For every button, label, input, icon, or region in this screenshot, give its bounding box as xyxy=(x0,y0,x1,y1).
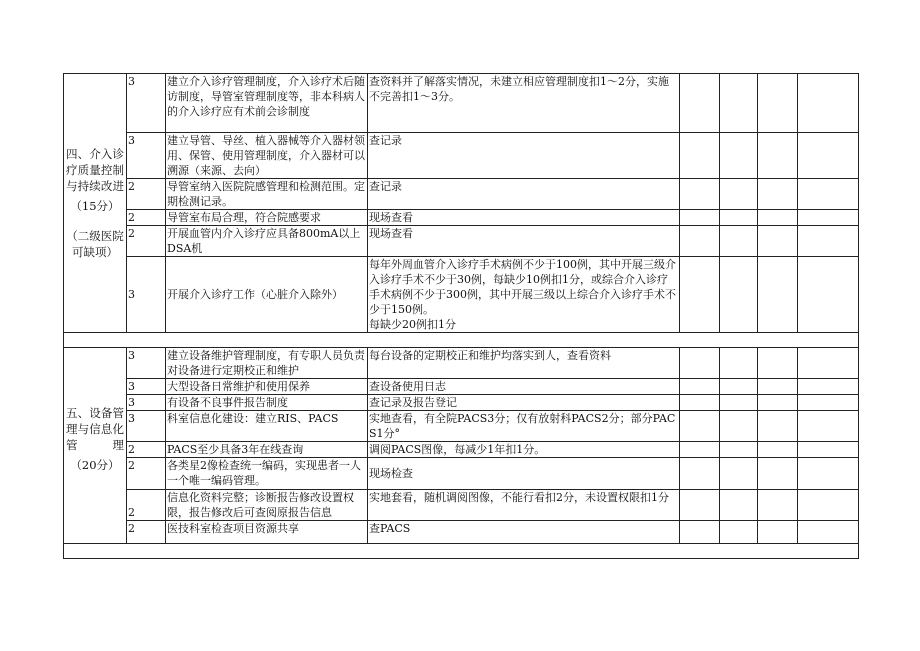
blank-cell xyxy=(720,442,758,458)
blank-cell xyxy=(680,411,720,442)
blank-cell xyxy=(758,210,798,226)
score-cell: 2 xyxy=(127,210,166,226)
score-cell: 2 xyxy=(127,521,166,544)
method-cell: 查记录 xyxy=(368,133,680,179)
method-cell: 实地查看，有全院PACS3分；仅有放射科PACS2分；部分PACS1分° xyxy=(368,411,680,442)
blank-cell xyxy=(798,348,859,379)
table-row xyxy=(64,490,859,521)
content-cell: PACS至少具备3年在线查询 xyxy=(166,442,368,458)
blank-cell xyxy=(680,179,720,210)
blank-cell xyxy=(758,226,798,257)
blank-cell xyxy=(758,179,798,210)
blank-cell xyxy=(720,210,758,226)
blank-cell xyxy=(680,379,720,395)
blank-cell xyxy=(720,521,758,544)
blank-cell xyxy=(798,395,859,411)
separator-row xyxy=(64,333,859,348)
blank-cell xyxy=(758,379,798,395)
blank-cell xyxy=(680,257,720,333)
blank-cell xyxy=(798,442,859,458)
score-cell: 2 xyxy=(127,226,166,257)
section-note: （二级医院可缺项） xyxy=(66,229,124,259)
score-cell: 3 xyxy=(127,379,166,395)
section-title: 五、设备管理与信息化管理 xyxy=(66,405,124,452)
score-cell: 2 xyxy=(127,490,166,521)
blank-cell xyxy=(758,257,798,333)
blank-cell xyxy=(680,226,720,257)
blank-cell xyxy=(798,226,859,257)
method-cell: 现场查看 xyxy=(368,210,680,226)
content-cell: 建立设备维护管理制度，有专职人员负责对设备进行定期校正和维护 xyxy=(166,348,368,379)
content-cell: 大型设备日常维护和使用保养 xyxy=(166,379,368,395)
table-row xyxy=(64,133,859,179)
method-cell: 现场查看 xyxy=(368,226,680,257)
blank-cell xyxy=(758,458,798,490)
method-cell: 查资料并了解落实情况，未建立相应管理制度扣1～2分，实施不完善扣1～3分。 xyxy=(368,74,680,133)
method-cell: 查记录及报告登记 xyxy=(368,395,680,411)
table-row xyxy=(64,179,859,210)
section-4-category-cell xyxy=(64,74,127,333)
content-cell: 开展介入诊疗工作（心脏介入除外） xyxy=(166,257,368,333)
score-cell: 3 xyxy=(127,411,166,442)
table-row xyxy=(64,442,859,458)
blank-cell xyxy=(720,458,758,490)
score-cell: 3 xyxy=(127,257,166,333)
table-row xyxy=(64,521,859,544)
section-title: 四、介入诊疗质量控制与持续改进 xyxy=(66,147,124,193)
section-score-total: （20分） xyxy=(70,457,120,472)
blank-cell xyxy=(758,442,798,458)
blank-cell xyxy=(64,333,859,348)
score-cell: 3 xyxy=(127,133,166,179)
method-cell: 查记录 xyxy=(368,179,680,210)
blank-cell xyxy=(680,458,720,490)
blank-cell xyxy=(758,411,798,442)
blank-cell xyxy=(720,74,758,133)
blank-cell xyxy=(798,411,859,442)
table-row xyxy=(64,379,859,395)
content-cell: 导管室纳入医院院感管理和检测范围。定期检测记录。 xyxy=(166,179,368,210)
content-cell: 开展血管内介入诊疗应具备800mA以上DSA机 xyxy=(166,226,368,257)
blank-cell xyxy=(720,411,758,442)
blank-cell xyxy=(758,521,798,544)
table-row xyxy=(64,226,859,257)
content-cell: 科室信息化建设：建立RIS、PACS xyxy=(166,411,368,442)
blank-cell xyxy=(798,179,859,210)
blank-cell xyxy=(680,210,720,226)
score-cell: 2 xyxy=(127,179,166,210)
blank-cell xyxy=(758,395,798,411)
table-row xyxy=(64,395,859,411)
blank-cell xyxy=(680,133,720,179)
score-cell: 3 xyxy=(127,74,166,133)
score-cell: 2 xyxy=(127,458,166,490)
blank-cell xyxy=(798,257,859,333)
score-cell: 3 xyxy=(127,348,166,379)
blank-cell xyxy=(758,74,798,133)
method-cell: 查PACS xyxy=(368,521,680,544)
blank-cell xyxy=(680,348,720,379)
blank-cell xyxy=(798,133,859,179)
blank-cell xyxy=(758,133,798,179)
method-cell: 每台设备的定期校正和维护均落实到人，查看资料 xyxy=(368,348,680,379)
content-cell: 建立导管、导丝、植入器械等介入器材领用、保管、使用管理制度，介入器材可以溯源（来源、去向） xyxy=(166,133,368,179)
blank-cell xyxy=(798,379,859,395)
score-cell: 2 xyxy=(127,442,166,458)
blank-cell xyxy=(720,348,758,379)
blank-cell xyxy=(680,490,720,521)
table-row xyxy=(64,74,859,133)
blank-cell xyxy=(720,379,758,395)
blank-cell xyxy=(680,395,720,411)
content-cell: 各类星2像检查统一编码，实现患者一人一个唯一编码管理。 xyxy=(166,458,368,490)
blank-cell xyxy=(720,395,758,411)
content-cell: 建立介入诊疗管理制度，介入诊疗术后随访制度，导管室管理制度等，非本科病人的介入诊疗应有术前会诊制度 xyxy=(166,74,368,133)
content-cell: 信息化资料完整；诊断报告修改设置权限，报告修改后可查阅原报告信息 xyxy=(166,490,368,521)
section-5-category-cell xyxy=(64,348,127,544)
score-cell: 3 xyxy=(127,395,166,411)
blank-cell xyxy=(758,490,798,521)
blank-cell xyxy=(798,521,859,544)
blank-cell xyxy=(758,348,798,379)
method-cell: 每年外周血管介入诊疗手术病例不少于100例，其中开展三级介入诊疗手术不少于30例，每缺少10例扣1分，或综合介入诊疗手术病例不少于300例，其中开展三级以上综合介入诊疗手术不少于150例。 每缺少20例扣1分 xyxy=(368,257,680,333)
assessment-table xyxy=(63,73,859,559)
table-row xyxy=(64,210,859,226)
method-cell: 实地套看，随机调阅图像，不能行看扣2分，未设置权限扣1分 xyxy=(368,490,680,521)
blank-cell xyxy=(720,257,758,333)
blank-cell xyxy=(720,490,758,521)
blank-cell xyxy=(64,544,859,559)
content-cell: 有设备不良事件报告制度 xyxy=(166,395,368,411)
blank-cell xyxy=(720,226,758,257)
blank-cell xyxy=(798,210,859,226)
content-cell: 医技科室检查项目资源共享 xyxy=(166,521,368,544)
blank-cell xyxy=(798,458,859,490)
content-cell: 导管室布局合理，符合院感要求 xyxy=(166,210,368,226)
table-row xyxy=(64,411,859,442)
method-cell: 调阅PACS图像，每减少1年扣1分。 xyxy=(368,442,680,458)
table-row xyxy=(64,348,859,379)
section-score-total: （15分） xyxy=(70,199,120,213)
blank-cell xyxy=(798,490,859,521)
blank-cell xyxy=(680,442,720,458)
blank-cell xyxy=(798,74,859,133)
method-cell: 现场检查 xyxy=(368,458,680,490)
blank-cell xyxy=(720,179,758,210)
table-row xyxy=(64,458,859,490)
method-cell: 查设备使用日志 xyxy=(368,379,680,395)
blank-cell xyxy=(720,133,758,179)
table-row xyxy=(64,257,859,333)
blank-cell xyxy=(680,74,720,133)
blank-cell xyxy=(680,521,720,544)
separator-row xyxy=(64,544,859,559)
